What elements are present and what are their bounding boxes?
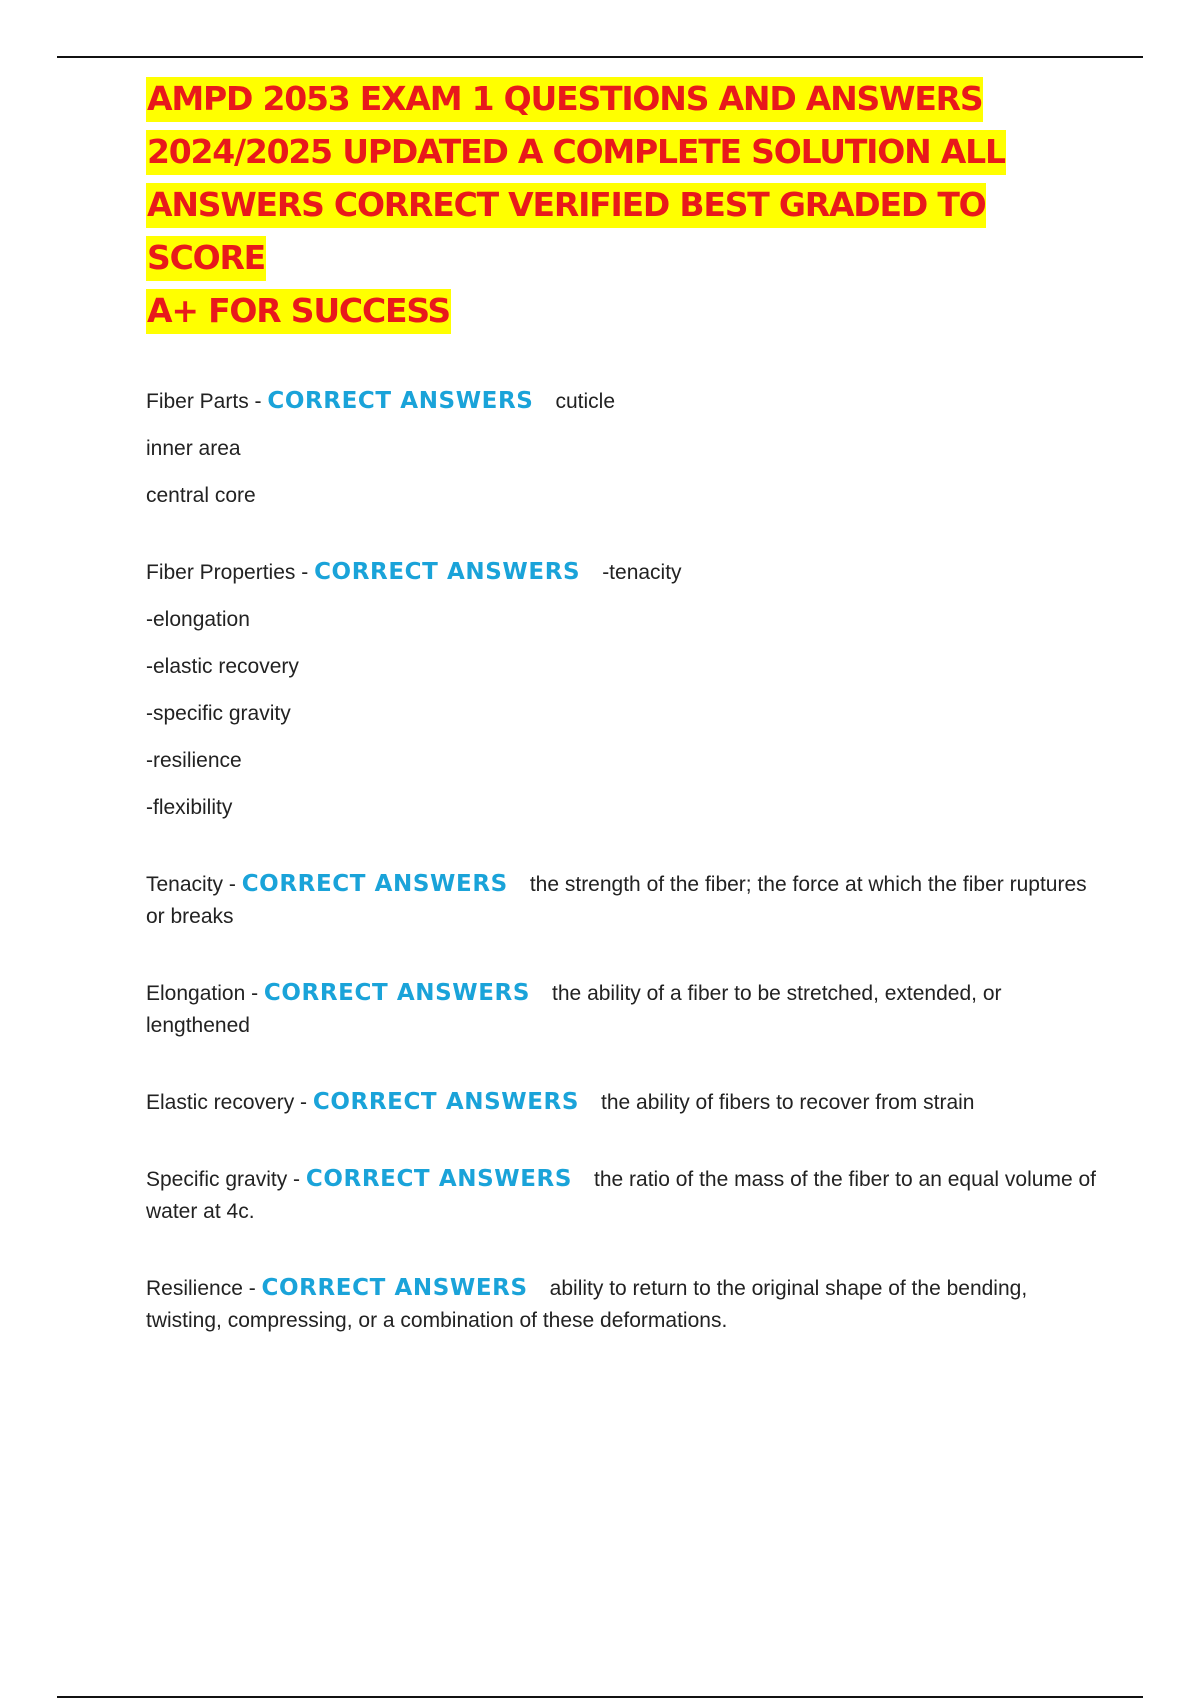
- qa-answer: the ability of a fiber to be stretched, extended, or lengthened: [146, 982, 1002, 1037]
- qa-answer-line: -elastic recovery: [146, 655, 299, 678]
- qa-entry-tenacity: [146, 868, 1106, 933]
- document-body: [146, 72, 1106, 1337]
- qa-answer-line: -resilience: [146, 749, 242, 772]
- qa-list: [146, 385, 1106, 1337]
- qa-answer-line: inner area: [146, 437, 241, 460]
- qa-answer: cuticle: [555, 390, 616, 413]
- correct-answers-label: CORRECT ANSWERS: [312, 1089, 579, 1115]
- qa-term: Tenacity -: [146, 873, 242, 896]
- qa-answer: the ability of fibers to recover from strain: [601, 1091, 975, 1114]
- qa-term: Fiber Properties -: [146, 561, 315, 584]
- qa-answer: ability to return to the original shape of the bending, twisting, compressing, or a combination of these deformations.: [146, 1277, 1028, 1332]
- qa-term: Resilience -: [146, 1277, 262, 1300]
- qa-answer-line: -specific gravity: [146, 702, 291, 725]
- qa-answer-line: central core: [146, 484, 256, 507]
- title-line-1: AMPD 2053 EXAM 1 QUESTIONS AND ANSWERS: [146, 77, 983, 122]
- title-line-3: ANSWERS CORRECT VERIFIED BEST GRADED TO SCORE: [146, 183, 986, 281]
- correct-answers-label: CORRECT ANSWERS: [305, 1166, 573, 1192]
- qa-entry-fiber-parts: [146, 385, 1106, 512]
- qa-entry-fiber-properties: [146, 556, 1106, 824]
- correct-answers-label: CORRECT ANSWERS: [314, 559, 581, 585]
- correct-answers-label: CORRECT ANSWERS: [261, 1275, 528, 1301]
- correct-answers-label: CORRECT ANSWERS: [263, 980, 531, 1006]
- qa-paragraph: [146, 977, 1106, 1042]
- title-line-2: 2024/2025 UPDATED A COMPLETE SOLUTION ALL: [146, 130, 1006, 175]
- document-title: [146, 72, 1106, 337]
- qa-answer-line: -elongation: [146, 608, 250, 631]
- qa-entry-elastic-recovery: [146, 1086, 1106, 1119]
- qa-paragraph: [146, 1163, 1106, 1228]
- correct-answers-label: CORRECT ANSWERS: [267, 388, 534, 414]
- qa-term: Elastic recovery -: [146, 1091, 313, 1114]
- qa-term: Elongation -: [146, 982, 264, 1005]
- correct-answers-label: CORRECT ANSWERS: [241, 871, 508, 897]
- bottom-rule: [57, 1696, 1143, 1698]
- qa-entry-elongation: [146, 977, 1106, 1042]
- qa-entry-specific-gravity: [146, 1163, 1106, 1228]
- qa-question-line: [146, 385, 1106, 418]
- qa-answer: the ratio of the mass of the fiber to an equal volume of water at 4c.: [146, 1168, 1096, 1223]
- qa-term: Specific gravity -: [146, 1168, 306, 1191]
- qa-term: Fiber Parts -: [146, 390, 268, 413]
- qa-paragraph: [146, 868, 1106, 933]
- qa-answer: the strength of the fiber; the force at which the fiber ruptures or breaks: [146, 873, 1087, 928]
- qa-answer: -tenacity: [602, 561, 682, 584]
- qa-entry-resilience: [146, 1272, 1106, 1337]
- qa-paragraph: [146, 1272, 1106, 1337]
- title-line-4: A+ FOR SUCCESS: [146, 289, 451, 334]
- qa-question-line: [146, 556, 1106, 589]
- top-rule: [57, 56, 1143, 58]
- qa-paragraph: [146, 1086, 1106, 1119]
- qa-answer-line: -flexibility: [146, 796, 233, 819]
